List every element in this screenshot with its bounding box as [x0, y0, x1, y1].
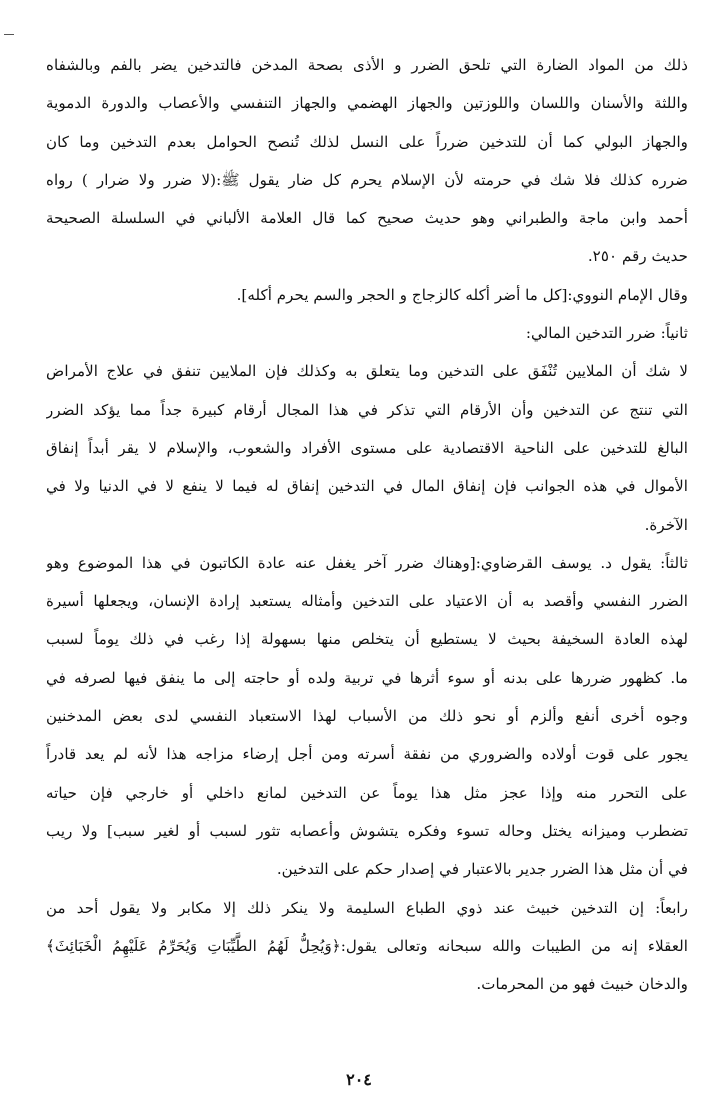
text-line: واللثة والأسنان واللسان واللوزتين والجهاز الهضمي والجهاز التنفسي والأعصاب والدورة الدموية	[46, 94, 688, 113]
text-line: على التحرر منه وإذا عجز مثل هذا يوماً عن التدخين لمانع داخلي أو خارجي فإن حياته	[46, 783, 688, 802]
text-line: الأموال في هذه الجوانب فإن إنفاق المال في التدخين إنفاق له فيما لا ينفع لا في الدنيا ولا في	[46, 477, 688, 496]
page-number: ٢٠٤	[346, 1070, 372, 1089]
text-line: ضرره كذلك فلا شك في حرمته لأن الإسلام يحرم كل ضار يقول ﷺ:(لا ضرر ولا ضرار ) رواه	[46, 170, 688, 189]
body-text	[46, 46, 688, 1003]
margin-mark	[4, 34, 14, 35]
text-line: العقلاء إنه من الطيبات والله سبحانه وتعالى يقول:﴿وَيُحِلُّ لَهُمُ الطَّيِّبَاتِ وَيُحَرِّمُ عَلَيْهِمُ الْخَبَائِثَ﴾	[46, 936, 688, 955]
text-line: الآخرة.	[644, 515, 688, 534]
text-line: البالغ للتدخين على الناحية الاقتصادية على مستوى الأفراد والشعوب، والإسلام لا يقر أبداً إنفاق	[46, 438, 688, 457]
text-line: لا شك أن الملايين تُنْفَق على التدخين وما يتعلق به وكذلك فإن الملايين تنفق في علاج الأمراض	[46, 362, 688, 381]
text-line: وقال الإمام النووي:[كل ما أضر أكله كالزجاج و الحجر والسم يحرم أكله].	[236, 285, 688, 304]
text-line: والجهاز البولي كما أن للتدخين ضرراً على النسل لذلك تُنصح الحوامل بعدم التدخين وما كان	[46, 132, 688, 151]
section-heading: ثانياً: ضرر التدخين المالي:	[525, 324, 688, 343]
text-line: والدخان خبيث فهو من المحرمات.	[476, 975, 688, 994]
text-line: ثالثاً: يقول د. يوسف القرضاوي:[وهناك ضرر آخر يغفل عنه عادة الكاتبون في هذا الموضوع وهو	[46, 553, 688, 572]
text-line: وجوه أخرى أنفع وألزم أو نحو ذلك من الأسباب لهذا الاستعباد النفسي لدى بعض المدخنين	[46, 707, 688, 726]
text-line: لهذه العادة السخيفة بحيث لا يستطيع أن يتخلص منها بسهولة إذا رغب في ذلك يوماً لسبب	[46, 630, 688, 649]
text-line: ذلك من المواد الضارة التي تلحق الضرر و الأذى بصحة المدخن فالتدخين يضر بالفم وبالشفاه	[46, 56, 688, 74]
text-line: في أن مثل هذا الضرر جدير بالاعتبار في إصدار حكم على التدخين.	[276, 860, 688, 879]
text-line: يجور على قوت أولاده والضروري من نفقة أسرته ومن أجل إرضاء مزاجه هذا لأنه لم يعد قادراً	[46, 745, 688, 764]
text-line: حديث رقم ٢٥٠.	[587, 247, 688, 266]
text-line: التي تنتج عن التدخين وأن الأرقام التي تذكر في هذا المجال أرقام كبيرة جداً مما يؤكد الضرر	[46, 400, 688, 419]
text-line: رابعاً: إن التدخين خبيث عند ذوي الطباع السليمة ولا ينكر ذلك إلا مكابر ولا يقول أحد من	[46, 898, 688, 917]
text-line: الضرر النفسي وأقصد به أن الاعتياد على التدخين وأمثاله يستعبد إرادة الإنسان، ويجعلها أسيرة	[46, 592, 688, 611]
text-line: أحمد وابن ماجة والطبراني وهو حديث صحيح كما قال العلامة الألباني في السلسلة الصحيحة	[46, 209, 688, 228]
text-line: تضطرب وميزانه يختل وحاله تسوء وفكره يتشوش وأعصابه تثور لسبب أو لغير سبب] ولا ريب	[46, 821, 688, 840]
text-line: ما. كظهور ضررها على بدنه أو سوء أثرها في تربية ولده أو حاجته إلى ما ينفق فيها لصرفه في	[46, 668, 688, 687]
